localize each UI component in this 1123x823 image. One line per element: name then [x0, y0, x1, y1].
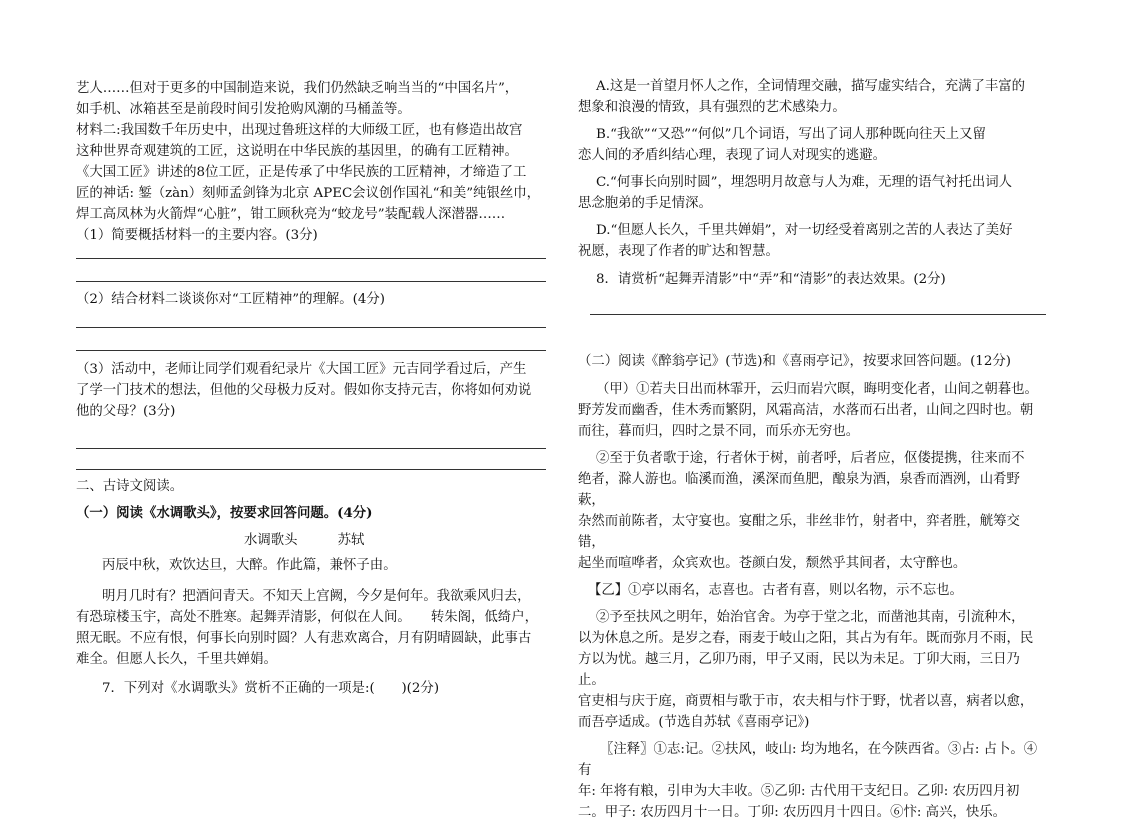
annotations: 〖注释〗①志:记。②扶风，岐山: 均为地名，在今陕西省。③占: 占卜。④有 年: 年将有粮，引申为大丰收。⑤乙卯: 古代用干支纪日。乙卯: 农历四月初 二。甲子: 农历四月十一日。丁卯: 农历四月十四日。⑥忭: 高兴，快乐。: [578, 742, 1038, 820]
right-column: [578, 70, 1046, 823]
passage-yi-2: ②予至扶风之明年，始治官舍。为亭于堂之北，而凿池其南，引流种木， 以为休息之所。是岁之春，雨麦于岐山之阳，其占为有年。既而弥月不雨，民 方以为忧。越三月，乙卯乃雨，甲子又雨，民以为未足。丁卯大雨，三日乃止。 官吏相与庆于庭，商贾相与歌于市，农夫相与忭于野，忧者以喜，病者以愈， 而吾亭适成。(节选自苏轼《喜雨亭记》): [578, 610, 1034, 730]
poem-preface: 丙辰中秋，欢饮达旦，大醉。作此篇，兼怀子由。: [102, 558, 397, 573]
subsection-1-heading: （一）阅读《水调歌头》，按要求回答问题。(4分): [76, 505, 373, 521]
question-2: （2）结合材料二谈谈你对“工匠精神”的理解。(4分): [76, 292, 385, 307]
option-d: D.“但愿人长久，千里共婵娟”，对一切经受着离别之苦的人表达了美好 祝愿，表现了作者的旷达和智慧。: [578, 223, 1013, 259]
poem-text: 明月几时有？把酒问青天。不知天上宫阙，今夕是何年。我欲乘风归去， 有恐琼楼玉宇，高处不胜寒。起舞弄清影，何似在人间。 转朱阁，低绮户， 照无眠。不应有恨，何事长向别时圆？人有悲欢离合，月有阴晴圆缺，此事古 难全。但愿人长久，千里共婵娟。: [76, 589, 538, 667]
answer-line-q2-b[interactable]: [76, 350, 546, 351]
answer-line-q1-b[interactable]: [76, 281, 546, 282]
question-8: 8．请赏析“起舞弄清影”中“弄”和“清影”的表达效果。(2分): [596, 272, 946, 287]
material2-text: 材料二:我国数千年历史中，出现过鲁班这样的大师级工匠，也有修造出故宫 这种世界奇观建筑的工匠，这说明在中华民族的基因里，的确有工匠精神。 《大国工匠》讲述的8位工匠，正是传承了中华民族的工匠精神，才缔造了工 匠的神话: 錾（zàn）刻师孟剑锋为北京 APEC会议创作国礼“和美”纯银丝巾， 焊工高凤林为火箭焊“心脏”，钳工顾秋亮为“蛟龙号”装配载人深潜器……: [76, 123, 541, 222]
option-b: B.“我欲”“又恐”“何似”几个词语，写出了词人那种既向往天上又留 恋人间的矛盾纠结心理，表现了词人对现实的逃避。: [578, 127, 986, 163]
poem-heading: [76, 530, 546, 551]
material1-tail: 艺人……但对于更多的中国制造来说，我们仍然缺乏响当当的“中国名片”， 如手机、冰箱甚至是前段时间引发抢购风潮的马桶盖等。: [76, 81, 519, 117]
option-c: C.“何事长向别时圆”，埋怨明月故意与人为难，无理的语气衬托出词人 思念胞弟的手足情深。: [578, 175, 1013, 211]
passage-jia-2: ②至于负者歌于途，行者休于树，前者呼，后者应，伛偻提携，往来而不 绝者，滁人游也。临溪而渔，溪深而鱼肥，酿泉为酒，泉香而酒洌，山肴野蔌， 杂然而前陈者，太守宴也。宴酣之乐，非丝非竹，射者中，弈者胜，觥筹交错， 起坐而喧哗者，众宾欢也。苍颜白发，颓然乎其间者，太守醉也。: [578, 451, 1025, 571]
section-2-heading: 二、古诗文阅读。: [76, 479, 184, 494]
poem-author: 苏轼: [337, 533, 365, 548]
option-a: A.这是一首望月怀人之作，全词情理交融，描写虚实结合，充满了丰富的 想象和浪漫的情致，具有强烈的艺术感染力。: [578, 79, 1026, 115]
passage-yi-1: 【乙】①亭以雨名，志喜也。古者有喜，则以名物，示不忘也。: [588, 583, 963, 598]
answer-line-q2-a[interactable]: [76, 327, 546, 328]
question-7: 7．下列对《水调歌头》赏析不正确的一项是:( )(2分): [102, 681, 440, 696]
question-3: （3）活动中，老师让同学们观看纪录片《大国工匠》元吉同学看过后，产生 了学一门技术的想法，但他的父母极力反对。假如你支持元吉，你将如何劝说 他的父母？(3分): [76, 362, 532, 419]
left-column: [76, 70, 546, 699]
answer-line-q3-a[interactable]: [76, 448, 546, 449]
subsection-2-heading: （二）阅读《醉翁亭记》(节选)和《喜雨亭记》，按要求回答问题。(12分): [578, 354, 1011, 369]
passage-jia-1: （甲）①若夫日出而林霏开，云归而岩穴暝，晦明变化者，山间之朝暮也。 野芳发而幽香，佳木秀而繁阴，风霜高洁，水落而石出者，山间之四时也。朝 而往，暮而归，四时之景不同，而乐亦无穷也。: [578, 382, 1038, 439]
poem-title: 水调歌头: [244, 533, 298, 548]
answer-line-q8[interactable]: [590, 314, 1046, 315]
answer-line-q3-b[interactable]: [76, 469, 546, 470]
question-1: （1）简要概括材料一的主要内容。(3分): [76, 228, 318, 243]
answer-line-q1-a[interactable]: [76, 258, 546, 259]
